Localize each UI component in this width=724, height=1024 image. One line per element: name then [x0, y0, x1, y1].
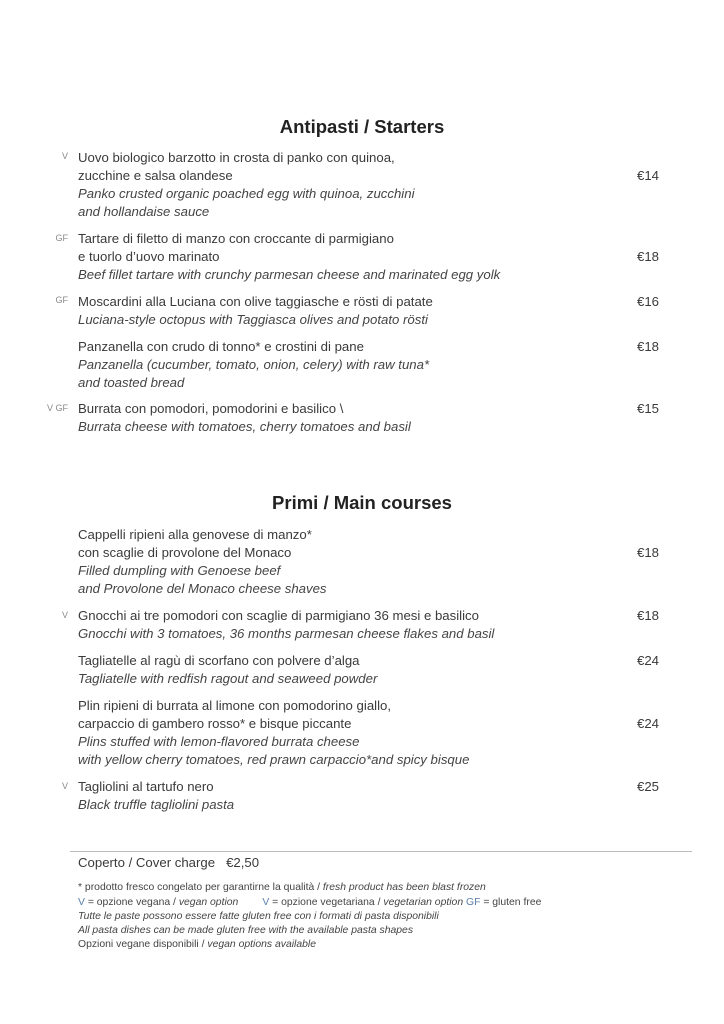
dish-name-line: Cappelli ripieni alla genovese di manzo*	[78, 527, 312, 542]
dish-price: €16	[637, 294, 660, 309]
dish-name-line: Uovo biologico barzotto in crosta di panko con quinoa,	[78, 150, 395, 165]
footnote-gf-pasta-it: Tutte le paste possono essere fatte gluten free con i formati di pasta disponibili	[78, 911, 439, 922]
dish-name-line: Plin ripieni di burrata al limone con pomodorino giallo,	[78, 698, 392, 713]
dish-translation-line: Gnocchi with 3 tomatoes, 36 months parmesan cheese flakes and basil	[78, 626, 495, 641]
dish-translation-line: and Provolone del Monaco cheese shaves	[78, 581, 327, 596]
dish-price: €25	[637, 779, 660, 794]
dish-translation-line: Beef fillet tartare with crunchy parmesan cheese and marinated egg yolk	[78, 267, 501, 282]
legend-veg-key: V	[262, 897, 270, 908]
dish-price: €15	[637, 401, 660, 416]
cover-charge-price: €2,50	[226, 855, 260, 870]
section-title-antipasti: Antipasti / Starters	[279, 116, 445, 137]
footnote-frozen	[78, 881, 486, 895]
dish-name-line: Panzanella con crudo di tonno* e crostini di pane	[78, 339, 364, 354]
dietary-tag: GF	[55, 295, 68, 305]
dish-translation-line: Panko crusted organic poached egg with quinoa, zucchini	[78, 186, 415, 201]
footnote-gf-pasta-en: All pasta dishes can be made gluten free with the available pasta shapes	[78, 925, 414, 936]
legend-vegan-en: vegan option	[178, 897, 239, 908]
dish-price: €24	[637, 716, 660, 731]
divider	[70, 851, 692, 852]
dish-name-line: Tartare di filetto di manzo con croccante di parmigiano	[78, 231, 394, 246]
dish-translation-line: Black truffle tagliolini pasta	[78, 797, 235, 812]
dish-name-line: zucchine e salsa olandese	[78, 168, 233, 183]
dish-name-line: Burrata con pomodori, pomodorini e basilico \	[78, 401, 344, 416]
dish-price: €18	[637, 545, 660, 560]
dish-translation-line: and toasted bread	[78, 375, 185, 390]
dish-translation-line: Tagliatelle with redfish ragout and seaweed powder	[78, 671, 378, 686]
cover-charge	[78, 854, 259, 872]
dish-name-line: Gnocchi ai tre pomodori con scaglie di parmigiano 36 mesi e basilico	[78, 608, 479, 623]
footnote-vegan-options	[78, 938, 316, 952]
dish-name-line: Tagliatelle al ragù di scorfano con polvere d’alga	[78, 653, 360, 668]
legend-veg-it: = opzione vegetariana /	[269, 897, 384, 908]
dish-price: €18	[637, 608, 660, 623]
dish-translation-line: Filled dumpling with Genoese beef	[78, 563, 281, 578]
dish-translation-line: Burrata cheese with tomatoes, cherry tomatoes and basil	[78, 419, 411, 434]
dietary-tag: V GF	[46, 403, 68, 413]
dish-name-line: Tagliolini al tartufo nero	[78, 779, 214, 794]
dish-translation-line: Plins stuffed with lemon-flavored burrata cheese	[78, 734, 360, 749]
dish-translation-line: Luciana-style octopus with Taggiasca olives and potato rösti	[78, 312, 428, 327]
dietary-tag: V	[61, 151, 68, 161]
dish-translation-line: Panzanella (cucumber, tomato, onion, celery) with raw tuna*	[78, 357, 430, 372]
dietary-tag: V	[61, 781, 68, 791]
dietary-tag: V	[61, 610, 68, 620]
legend-gf-text: = gluten free	[480, 897, 542, 908]
legend-veg-en: vegetarian option	[383, 897, 464, 908]
legend-gf-key: GF	[466, 897, 481, 908]
dish-name-line: e tuorlo d’uovo marinato	[78, 249, 220, 264]
dish-price: €24	[637, 653, 660, 668]
dish-price: €18	[637, 249, 660, 264]
dish-name-line: carpaccio di gambero rosso* e bisque piccante	[78, 716, 352, 731]
dish-translation-line: with yellow cherry tomatoes, red prawn carpaccio*and spicy bisque	[78, 752, 470, 767]
cover-charge-label: Coperto / Cover charge	[78, 855, 216, 870]
dietary-tag: GF	[55, 233, 68, 243]
dish-price: €18	[637, 339, 660, 354]
footnote-legend	[78, 896, 541, 910]
section-title-primi: Primi / Main courses	[272, 492, 452, 513]
footnote-frozen-en: fresh product has been blast frozen	[322, 882, 486, 893]
footnote-frozen-it: * prodotto fresco congelato per garantirne la qualità /	[78, 882, 323, 893]
footnote-vegan-options-it: Opzioni vegane disponibili /	[78, 939, 208, 950]
dish-name-line: con scaglie di provolone del Monaco	[78, 545, 292, 560]
dish-name-line: Moscardini alla Luciana con olive taggiasche e rösti di patate	[78, 294, 433, 309]
dish-translation-line: and hollandaise sauce	[78, 204, 210, 219]
footnote-vegan-options-en: vegan options available	[207, 939, 316, 950]
legend-vegan-it: = opzione vegana /	[84, 897, 179, 908]
dish-price: €14	[637, 168, 660, 183]
legend-vegan-key: V	[78, 897, 85, 908]
